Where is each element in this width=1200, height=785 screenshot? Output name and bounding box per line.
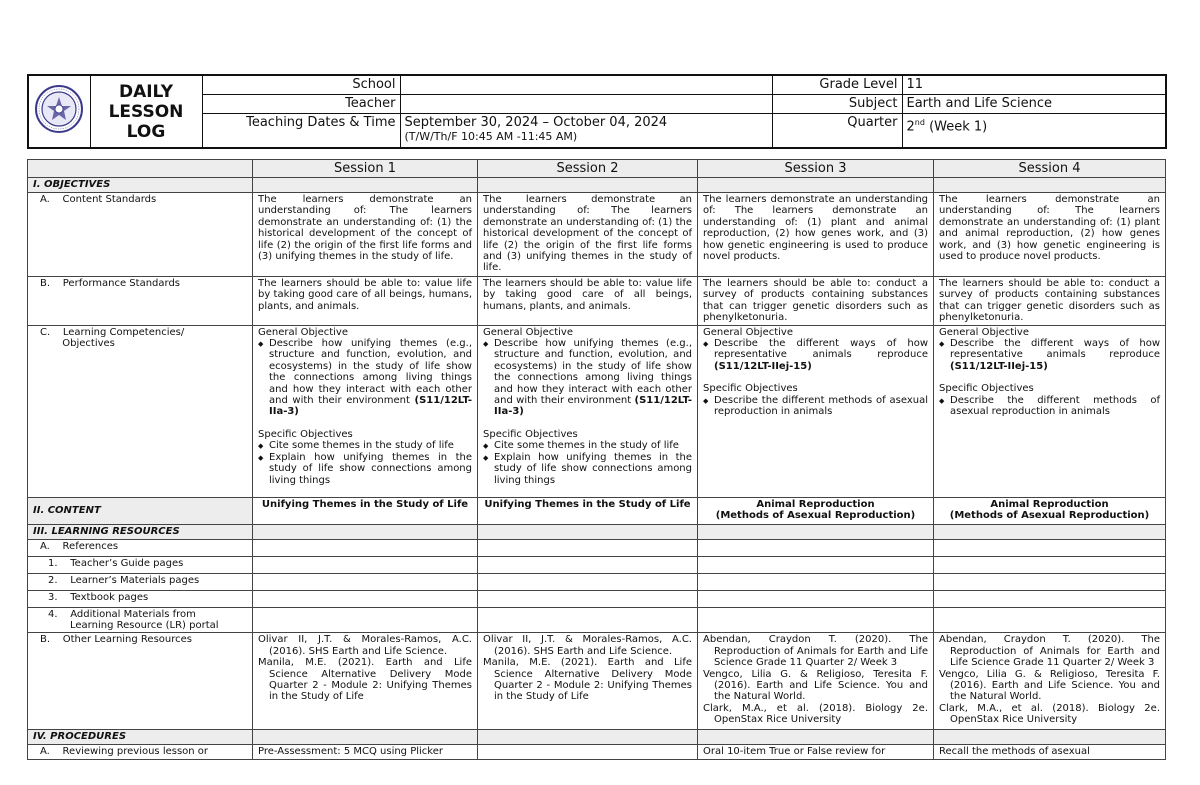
- teacher-value[interactable]: [400, 95, 772, 114]
- tg-pages-label: 1. Teacher’s Guide pages: [28, 556, 253, 573]
- grade-level-value[interactable]: 11: [902, 75, 1166, 95]
- competencies-s4[interactable]: General Objective ◆ Describe the different ways of how representative animals reproduce (S11/12LT-IIej-15) Specific Objectives ◆ Describe the different methods of asexual reproduction in animals: [934, 325, 1166, 497]
- deped-seal-cell: [28, 75, 90, 148]
- teacher-label: Teacher: [202, 95, 400, 114]
- performance-standards-s2[interactable]: The learners should be able to: value life by taking good care of all beings, humans, plants, and animals.: [478, 277, 698, 326]
- competencies-s3[interactable]: General Objective ◆ Describe the different ways of how representative animals reproduce (S11/12LT-IIej-15) Specific Objectives ◆ Describe the different methods of asexual reproduction in animals: [698, 325, 934, 497]
- teaching-dates-value[interactable]: [400, 114, 772, 149]
- page-title: DAILY LESSON LOG: [90, 75, 202, 148]
- teaching-dates-label: Teaching Dates & Time: [202, 114, 400, 149]
- content-s2[interactable]: Unifying Themes in the Study of Life: [478, 497, 698, 524]
- other-resources-s2[interactable]: Olivar II, J.T. & Morales-Ramos, A.C. (2016). SHS Earth and Life Science. Manila, M.E. (2021). Earth and Life Science Alternative Delivery Mode Quarter 2 - Module 2: Unifying Themes in the Study of Life: [478, 633, 698, 730]
- deped-seal-icon: [34, 84, 84, 134]
- performance-standards-s4[interactable]: The learners should be able to: conduct a survey of products containing substances that can trigger genetic disorders such as phenylketonuria.: [934, 277, 1166, 326]
- procedure-s4[interactable]: Recall the methods of asexual: [934, 745, 1166, 760]
- performance-standards-s3[interactable]: The learners should be able to: conduct a survey of products containing substances that can trigger genetic disorders such as phenylketonuria.: [698, 277, 934, 326]
- objectives-section: I. OBJECTIVES: [28, 178, 253, 193]
- grade-level-label: Grade Level: [772, 75, 902, 95]
- content-standards-s4[interactable]: The learners demonstrate an understanding of: The learners demonstrate an understanding of: (1) plant and animal reproduction, (2) how genes work, and (3) how genetic engineering is used to produce novel products.: [934, 193, 1166, 277]
- additional-materials-label: 4. Additional Materials from Learning Resource (LR) portal: [28, 607, 253, 633]
- content-s1[interactable]: Unifying Themes in the Study of Life: [253, 497, 478, 524]
- resources-section: III. LEARNING RESOURCES: [28, 524, 253, 539]
- other-resources-s3[interactable]: Abendan, Craydon T. (2020). The Reproduction of Animals for Earth and Life Science Grade 11 Quarter 2/ Week 3 Vengco, Lilia G. & Religioso, Teresita F. (2016). Earth and Life Science. You and the Natural World. Clark, M.A., et al. (2018). Biology 2e. OpenStax Rice University: [698, 633, 934, 730]
- school-label: School: [202, 75, 400, 95]
- performance-standards-label: B. Performance Standards: [28, 277, 253, 326]
- quarter-label: Quarter: [772, 114, 902, 149]
- subject-label: Subject: [772, 95, 902, 114]
- lm-pages-label: 2. Learner’s Materials pages: [28, 573, 253, 590]
- session-2-header: Session 2: [478, 160, 698, 178]
- reviewing-label: A. Reviewing previous lesson or: [28, 745, 253, 760]
- session-1-header: Session 1: [253, 160, 478, 178]
- time-range: (T/W/Th/F 10:45 AM -11:45 AM): [404, 130, 578, 143]
- content-standards-s2[interactable]: The learners demonstrate an understanding of: The learners demonstrate an understanding of: (1) the historical development of the concept of life (2) the origin of the first life forms and (3) unifying themes in the study of life.: [478, 193, 698, 277]
- other-resources-s4[interactable]: Abendan, Craydon T. (2020). The Reproduction of Animals for Earth and Life Science Grade 11 Quarter 2/ Week 3 Vengco, Lilia G. & Religioso, Teresita F. (2016). Earth and Life Science. You and the Natural World. Clark, M.A., et al. (2018). Biology 2e. OpenStax Rice University: [934, 633, 1166, 730]
- school-value[interactable]: [400, 75, 772, 95]
- performance-standards-s1[interactable]: The learners should be able to: value life by taking good care of all beings, humans, plants, and animals.: [253, 277, 478, 326]
- content-standards-s3[interactable]: The learners demonstrate an understanding of: The learners demonstrate an understanding of: (1) plant and animal reproduction, (2) how genes work, and (3) how genetic engineering is used to produce novel products.: [698, 193, 934, 277]
- content-s3[interactable]: Animal Reproduction (Methods of Asexual Reproduction): [698, 497, 934, 524]
- references-label: A. References: [28, 539, 253, 556]
- session-3-header: Session 3: [698, 160, 934, 178]
- competencies-label: C. Learning Competencies/ Objectives: [28, 325, 253, 497]
- procedure-s1[interactable]: Pre-Assessment: 5 MCQ using Plicker: [253, 745, 478, 760]
- content-section: II. CONTENT: [28, 497, 253, 524]
- content-s4[interactable]: Animal Reproduction (Methods of Asexual Reproduction): [934, 497, 1166, 524]
- competencies-s2[interactable]: General Objective ◆ Describe how unifying themes (e.g., structure and function, evolution, and ecosystems) in the study of life show the connections among living things and how they interact with each other and with their environment (S11/12LT-IIa-3) Specific Objectives ◆ Cite some themes in the study of life ◆ Explain how unifying themes in the study of life show connections among living things: [478, 325, 698, 497]
- competencies-s1[interactable]: General Objective ◆ Describe how unifying themes (e.g., structure and function, evolution, and ecosystems) in the study of life show the connections among living things and how they interact with each other and with their environment (S11/12LT-IIa-3) Specific Objectives ◆ Cite some themes in the study of life ◆ Explain how unifying themes in the study of life show connections among living things: [253, 325, 478, 497]
- corner-cell: [28, 160, 253, 178]
- content-standards-s1[interactable]: The learners demonstrate an understanding of: The learners demonstrate an understanding of: (1) the historical development of the concept of life (2) the origin of the first life forms and (3) unifying themes in the study of life.: [253, 193, 478, 277]
- content-standards-label: A. Content Standards: [28, 193, 253, 277]
- subject-value[interactable]: Earth and Life Science: [902, 95, 1166, 114]
- header-table: [27, 74, 1167, 149]
- session-4-header: Session 4: [934, 160, 1166, 178]
- date-range: September 30, 2024 – October 04, 2024: [404, 115, 668, 130]
- other-resources-s1[interactable]: Olivar II, J.T. & Morales-Ramos, A.C. (2016). SHS Earth and Life Science. Manila, M.E. (2021). Earth and Life Science Alternative Delivery Mode Quarter 2 - Module 2: Unifying Themes in the Study of Life: [253, 633, 478, 730]
- procedure-s2[interactable]: [478, 745, 698, 760]
- dll-table: [27, 159, 1166, 760]
- procedure-s3[interactable]: Oral 10-item True or False review for: [698, 745, 934, 760]
- quarter-value[interactable]: 2nd (Week 1): [902, 114, 1166, 149]
- other-resources-label: B. Other Learning Resources: [28, 633, 253, 730]
- textbook-pages-label: 3. Textbook pages: [28, 590, 253, 607]
- procedures-section: IV. PROCEDURES: [28, 730, 253, 745]
